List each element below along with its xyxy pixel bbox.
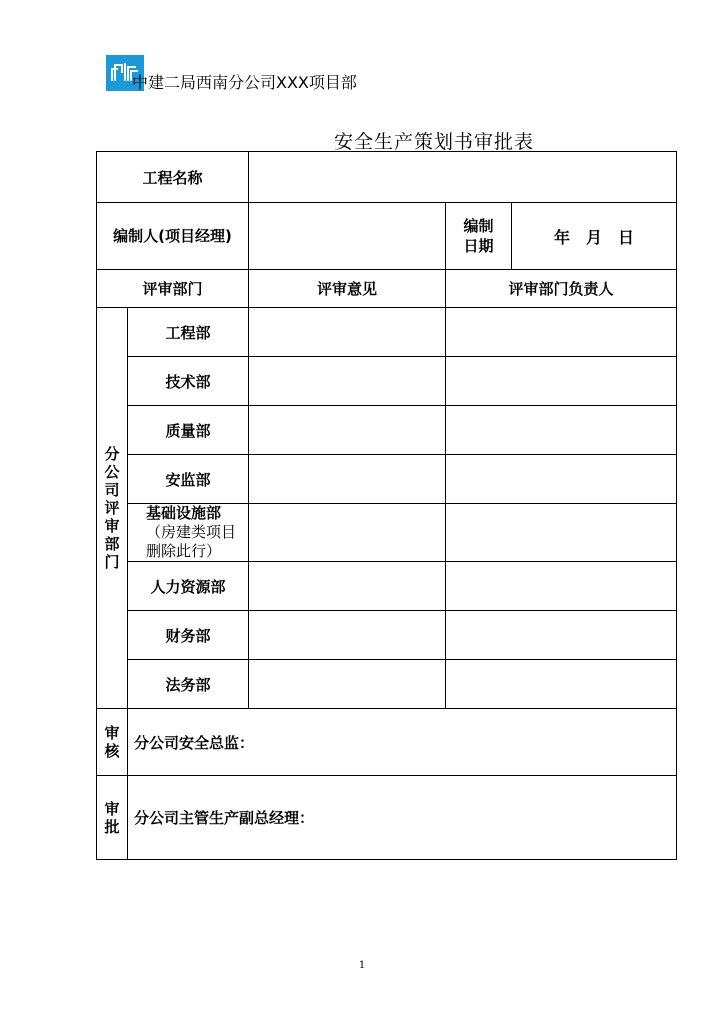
dept-name: 人力资源部	[128, 562, 249, 611]
dept-head-field[interactable]	[446, 357, 677, 406]
compiler-field[interactable]	[249, 203, 446, 270]
dept-head-field[interactable]	[446, 660, 677, 709]
dept-opinion-field[interactable]	[249, 504, 446, 562]
audit-row	[97, 709, 677, 776]
group-char: 评	[104, 499, 120, 517]
audit-label-char: 审	[104, 724, 120, 742]
review-header-row	[97, 270, 677, 308]
dept-opinion-field[interactable]	[249, 357, 446, 406]
dept-name: 质量部	[128, 406, 249, 455]
compile-date-field[interactable]: 年 月 日	[512, 203, 677, 270]
compiler-label	[97, 203, 249, 270]
project-name-field[interactable]	[249, 152, 677, 203]
dept-name: 财务部	[128, 611, 249, 660]
dept-name: 安监部	[128, 455, 249, 504]
audit-label	[97, 709, 128, 776]
dept-name: 工程部	[128, 308, 249, 357]
page-title: 安全生产策划书审批表	[334, 131, 535, 153]
approval-form-table	[96, 151, 677, 860]
audit-text: 分公司安全总监：	[134, 733, 255, 752]
dept-row	[97, 357, 677, 406]
header-org-name: 中建二局西南分公司XXX项目部	[132, 73, 357, 92]
group-char: 审	[104, 517, 120, 535]
compiler-row	[97, 203, 677, 270]
dept-note: （房建类项目删除此行）	[146, 523, 237, 560]
dept-head-field[interactable]	[446, 611, 677, 660]
dept-name: 基础设施部	[146, 504, 222, 522]
dept-name-infrastructure	[128, 504, 249, 562]
dept-head-field[interactable]	[446, 308, 677, 357]
approve-text: 分公司主管生产副总经理：	[134, 809, 315, 827]
approve-label-char: 审	[104, 799, 120, 818]
dept-row	[97, 308, 677, 357]
dept-row	[97, 455, 677, 504]
dept-name: 技术部	[128, 357, 249, 406]
approve-row	[97, 776, 677, 860]
dept-opinion-field[interactable]	[249, 308, 446, 357]
dept-row	[97, 562, 677, 611]
dept-name: 法务部	[128, 660, 249, 709]
audit-signature-field[interactable]	[128, 709, 677, 776]
dept-head-field[interactable]	[446, 455, 677, 504]
page-number: 1	[358, 960, 366, 971]
dept-row	[97, 504, 677, 562]
project-name-label: 工程名称	[97, 152, 249, 203]
compiler-label-text: 编制人(项目经理)	[113, 227, 232, 245]
group-char: 公	[104, 463, 120, 481]
compile-date-label	[446, 203, 512, 270]
dept-opinion-field[interactable]	[249, 455, 446, 504]
approve-label	[97, 776, 128, 860]
review-opinion-header: 评审意见	[249, 270, 446, 308]
branch-review-group-label	[97, 308, 128, 709]
dept-head-field[interactable]	[446, 504, 677, 562]
group-char: 部	[104, 535, 120, 553]
compile-date-label-line1: 编制	[463, 217, 494, 235]
dept-head-header: 评审部门负责人	[446, 270, 677, 308]
dept-head-field[interactable]	[446, 562, 677, 611]
compile-date-label-line2: 日期	[463, 237, 494, 255]
group-char: 司	[104, 481, 120, 499]
dept-row	[97, 611, 677, 660]
dept-opinion-field[interactable]	[249, 406, 446, 455]
dept-head-field[interactable]	[446, 406, 677, 455]
review-dept-header: 评审部门	[97, 270, 249, 308]
approve-signature-field[interactable]	[128, 776, 677, 860]
group-char: 分	[104, 445, 120, 463]
group-char: 门	[104, 553, 120, 571]
approve-label-char: 批	[104, 817, 120, 836]
dept-row	[97, 660, 677, 709]
dept-opinion-field[interactable]	[249, 562, 446, 611]
dept-row	[97, 406, 677, 455]
dept-opinion-field[interactable]	[249, 611, 446, 660]
dept-opinion-field[interactable]	[249, 660, 446, 709]
project-name-row	[97, 152, 677, 203]
audit-label-char: 核	[104, 742, 120, 760]
